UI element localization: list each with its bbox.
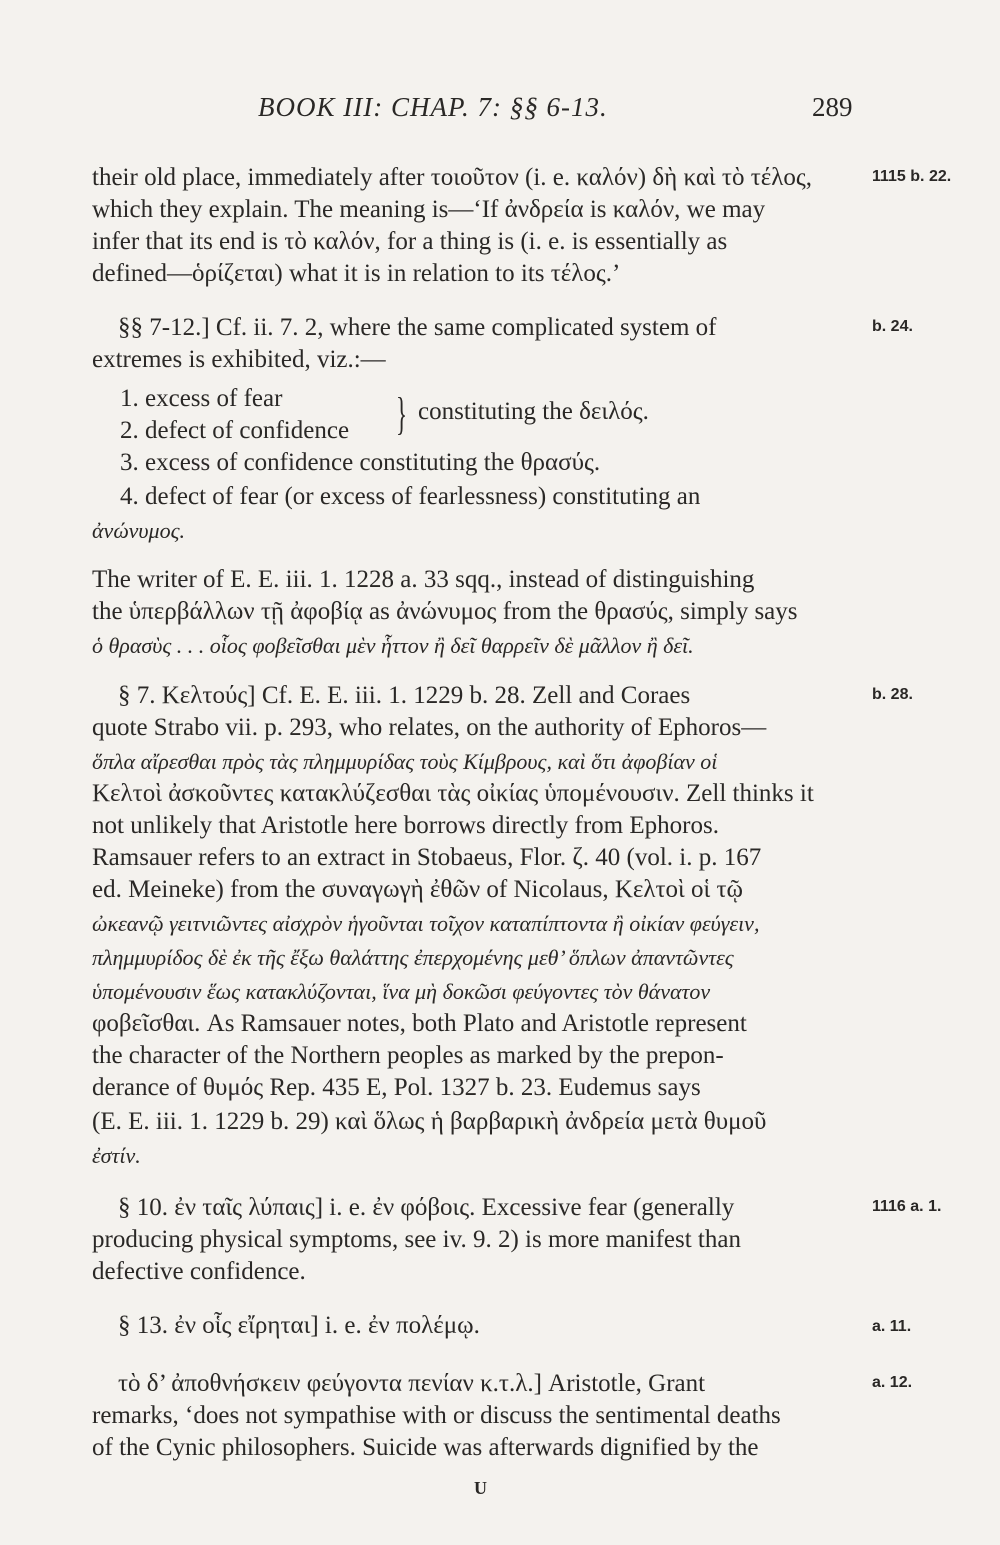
para4-line3: ὅπλα αἴρεσθαι πρὸς τὰς πλημμυρίδας τοὺς Κίμβρους, καὶ ὅτι ἀφοβίαν οἱ — [92, 749, 718, 774]
para7-line2: remarks, ‘does not sympathise with or discuss the sentimental deaths — [92, 1402, 781, 1429]
list-item-4-cont: ἀνώνυμος. — [92, 518, 185, 543]
margin-ref-a11: a. 11. — [872, 1318, 912, 1335]
list-item-1: 1. excess of fear — [120, 385, 283, 412]
para6-line1: § 13. ἐν οἷς εἴρηται] i. e. ἐν πολέμῳ. — [118, 1312, 480, 1339]
para3-line3: ὁ θρασὺς . . . οἷος φοβεῖσθαι μὲν ἧττον ἢ δεῖ θαρρεῖν δὲ μᾶλλον ἢ δεῖ. — [92, 633, 694, 658]
brace-mark: } — [396, 388, 408, 439]
para5-line3: defective confidence. — [92, 1258, 306, 1285]
para4-line6: Ramsauer refers to an extract in Stobaeus, Flor. ζ. 40 (vol. i. p. 167 — [92, 844, 762, 871]
margin-ref-1115b22: 1115 b. 22. — [872, 168, 952, 185]
para4-line15: ἐστίν. — [92, 1143, 141, 1168]
para4-line13: derance of θυμός Rep. 435 E, Pol. 1327 b. 23. Eudemus says — [92, 1074, 701, 1101]
para4-line11: φοβεῖσθαι. As Ramsauer notes, both Plato and Aristotle represent — [92, 1010, 747, 1037]
para4-line14: (E. E. iii. 1. 1229 b. 29) καὶ ὅλως ἡ βαρβαρικὴ ἀνδρεία μετὰ θυμοῦ — [92, 1108, 767, 1135]
signature-mark: U — [474, 1478, 487, 1498]
para4-line12: the character of the Northern peoples as marked by the prepon- — [92, 1042, 724, 1069]
para1-line2: which they explain. The meaning is—‘If ἀνδρεία is καλόν, we may — [92, 196, 766, 223]
para4-line1: § 7. Κελτούς] Cf. E. E. iii. 1. 1229 b. 28. Zell and Coraes — [118, 682, 691, 709]
para4-line2: quote Strabo vii. p. 293, who relates, on the authority of Ephoros— — [92, 714, 767, 741]
para2-line2: extremes is exhibited, viz.:— — [92, 346, 386, 373]
margin-ref-b28: b. 28. — [872, 686, 913, 703]
running-head-title: BOOK III: CHAP. 7: §§ 6-13. — [258, 92, 608, 122]
margin-ref-1116a1: 1116 a. 1. — [872, 1198, 942, 1215]
para4-line9: πλημμυρίδος δὲ ἐκ τῆς ἔξω θαλάττης ἐπερχομένης μεθ’ ὅπλων ἀπαντῶντες — [92, 945, 734, 970]
margin-ref-a12: a. 12. — [872, 1374, 913, 1391]
para4-line5: not unlikely that Aristotle here borrows directly from Ephoros. — [92, 812, 719, 839]
para4-line8: ὠκεανῷ γειτνιῶντες αἰσχρὸν ἡγοῦνται τοῖχον καταπίπτοντα ἢ οἰκίαν φεύγειν, — [92, 911, 760, 936]
para7-line3: of the Cynic philosophers. Suicide was afterwards dignified by the — [92, 1434, 759, 1461]
para5-line2: producing physical symptoms, see iv. 9. 2) is more manifest than — [92, 1226, 741, 1253]
brace-text: constituting the δειλός. — [418, 398, 649, 425]
para4-line7: ed. Meineke) from the συναγωγὴ ἐθῶν of Nicolaus, Κελτοὶ οἱ τῷ — [92, 876, 744, 903]
running-head — [0, 92, 1000, 132]
list-item-3: 3. excess of confidence constituting the θρασύς. — [120, 449, 601, 476]
para4-line4: Κελτοὶ ἀσκοῦντες κατακλύζεσθαι τὰς οἰκίας ὑπομένουσιν. Zell thinks it — [92, 780, 814, 807]
para3-line1: The writer of E. E. iii. 1. 1228 a. 33 sqq., instead of distinguishing — [92, 566, 755, 593]
para4-line10: ὑπομένουσιν ἕως κατακλύζονται, ἵνα μὴ δοκῶσι φεύγοντες τὸν θάνατον — [92, 979, 711, 1004]
para1-line3: infer that its end is τὸ καλόν, for a thing is (i. e. is essentially as — [92, 228, 728, 255]
para3-line2: the ὑπερβάλλων τῇ ἀφοβίᾳ as ἀνώνυμος from the θρασύς, simply says — [92, 598, 798, 625]
para2-line1: §§ 7-12.] Cf. ii. 7. 2, where the same complicated system of — [118, 314, 717, 341]
list-item-2: 2. defect of confidence — [120, 417, 350, 444]
para7-line1: τὸ δ’ ἀποθνήσκειν φεύγοντα πενίαν κ.τ.λ.] Aristotle, Grant — [118, 1370, 706, 1397]
para1-line1: their old place, immediately after τοιοῦτον (i. e. καλόν) δὴ καὶ τὸ τέλος, — [92, 164, 813, 191]
page-number: 289 — [812, 92, 853, 122]
para1-line4: defined—ὁρίζεται) what it is in relation to its τέλος.’ — [92, 260, 621, 287]
list-item-4: 4. defect of fear (or excess of fearlessness) constituting an — [120, 483, 701, 510]
margin-ref-b24: b. 24. — [872, 318, 913, 335]
para5-line1: § 10. ἐν ταῖς λύπαις] i. e. ἐν φόβοις. Excessive fear (generally — [118, 1194, 735, 1221]
